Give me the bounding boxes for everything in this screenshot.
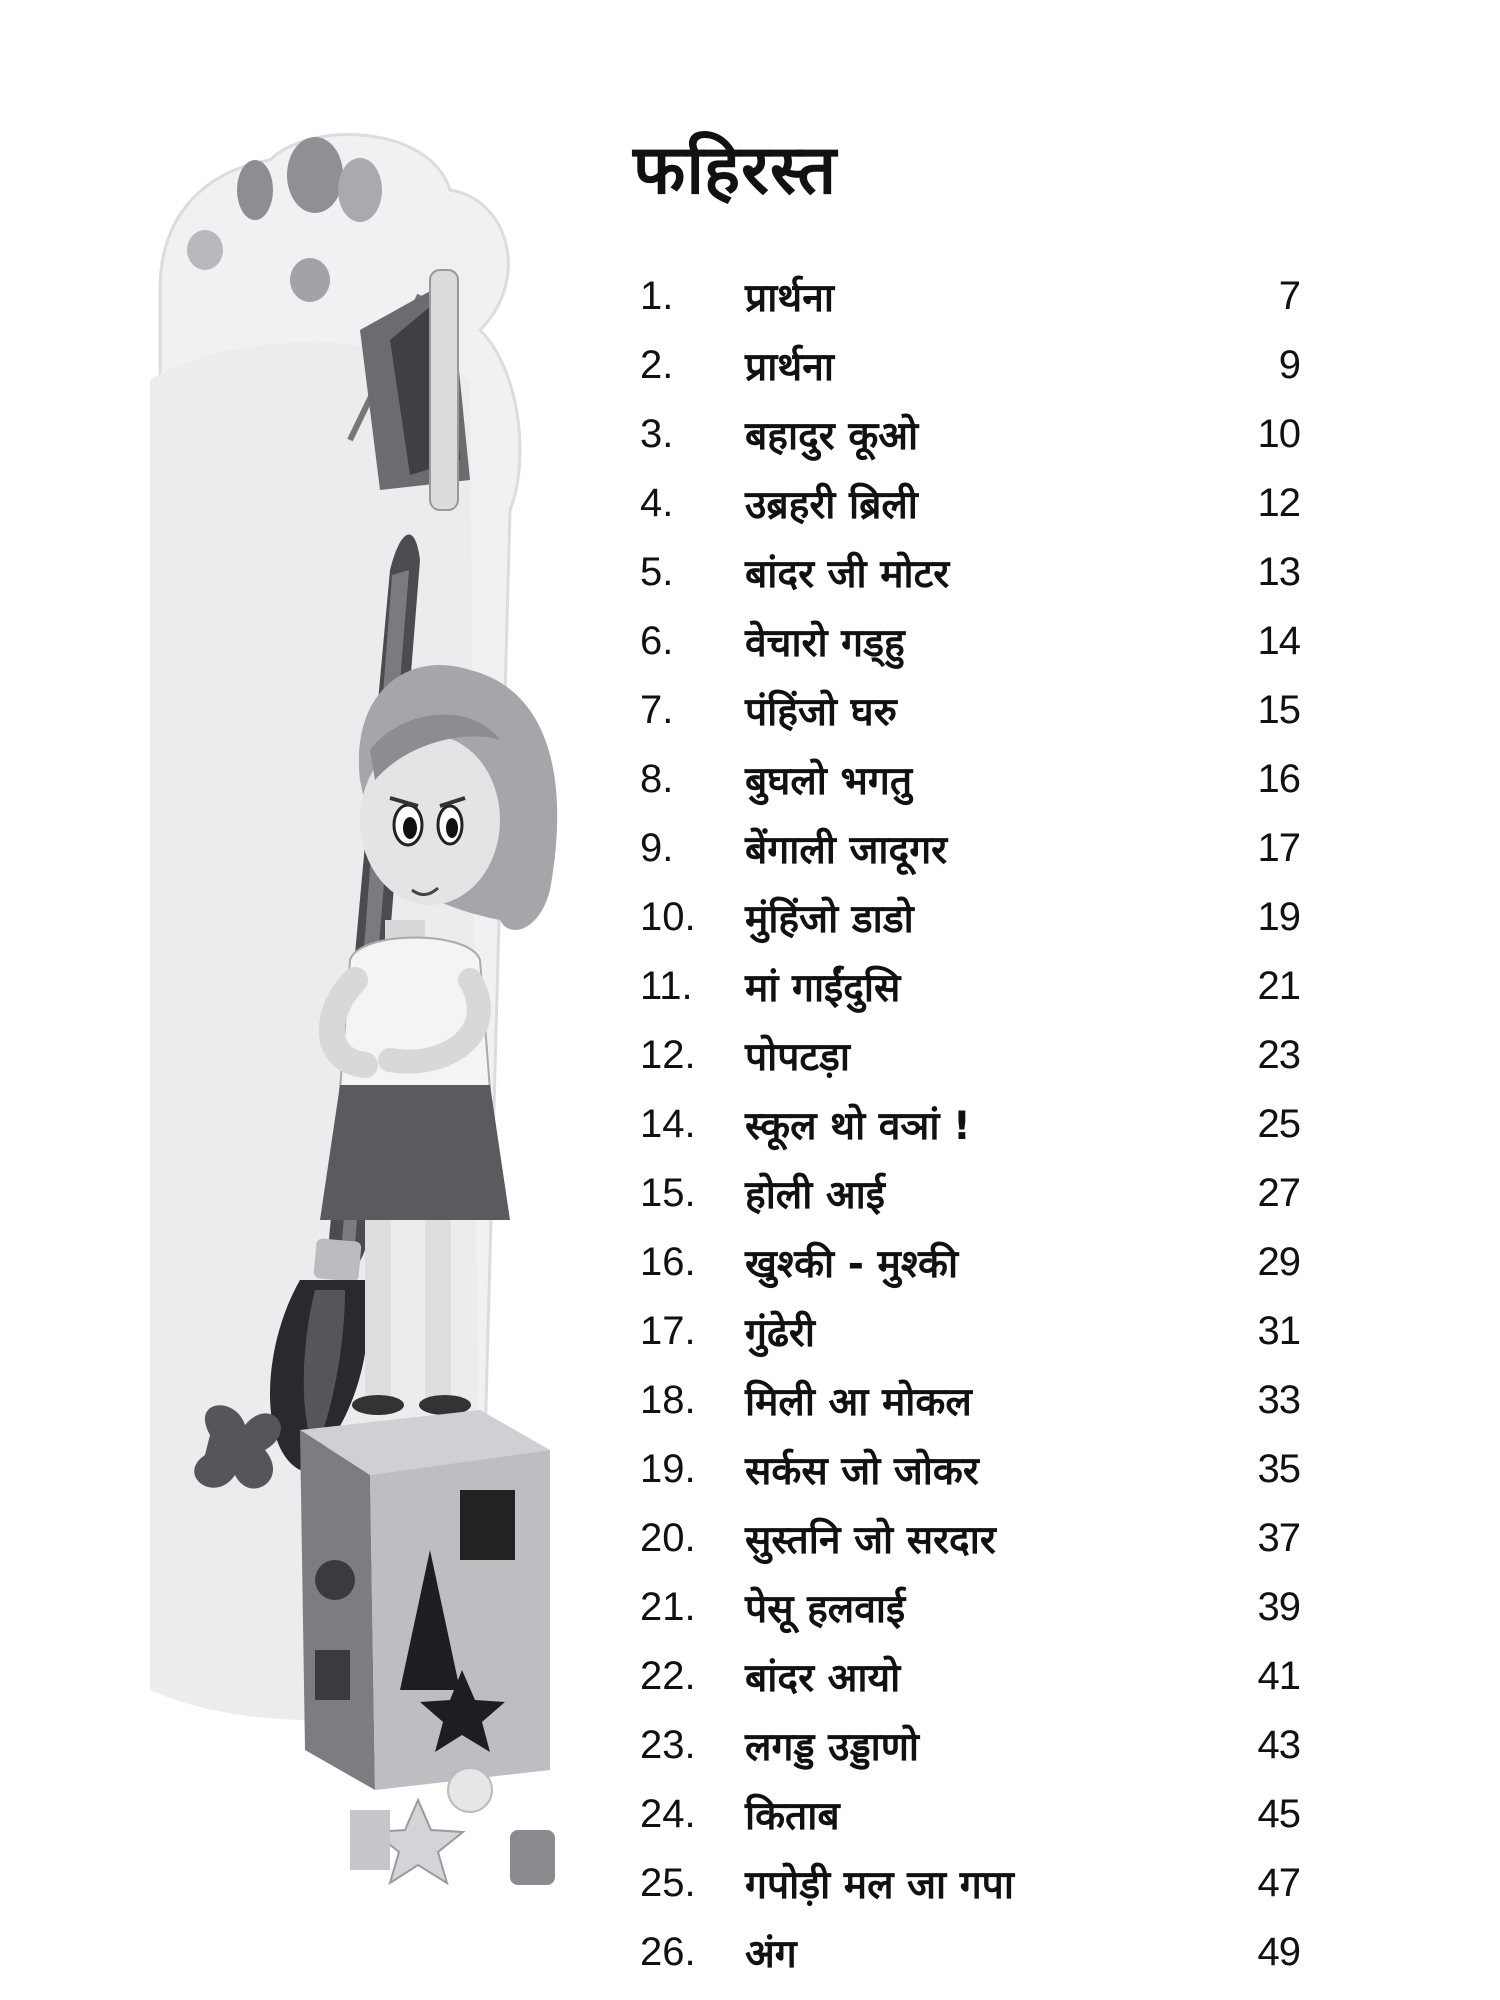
toc-entry[interactable] bbox=[640, 1366, 1300, 1435]
toc-entry-page: 33 bbox=[1257, 1378, 1300, 1422]
toc-entry[interactable] bbox=[640, 1711, 1300, 1780]
cloud-spot bbox=[187, 230, 223, 270]
toc-entry-title: पेसू हलवाई bbox=[745, 1587, 906, 1632]
toc-entry[interactable] bbox=[640, 331, 1300, 400]
toc-entry-page: 16 bbox=[1257, 757, 1300, 801]
toc-entry-number: 11. bbox=[640, 964, 693, 1008]
toc-entry-title: प्रार्थना bbox=[745, 276, 834, 321]
toc-entry[interactable] bbox=[640, 607, 1300, 676]
toc-entry-page: 45 bbox=[1257, 1792, 1300, 1836]
toc-entry-title: बांदर जी मोटर bbox=[745, 552, 950, 597]
toc-entry-page: 47 bbox=[1257, 1861, 1300, 1905]
toc-entry-page: 37 bbox=[1257, 1516, 1300, 1560]
toc-entry[interactable] bbox=[640, 400, 1300, 469]
toc-entry-title: वेचारो गड्हु bbox=[745, 621, 905, 666]
toc-entry-number: 15. bbox=[640, 1171, 696, 1215]
toc-entry-page: 10 bbox=[1257, 412, 1300, 456]
cloud-spot bbox=[237, 160, 273, 220]
cloud-spot bbox=[338, 158, 382, 222]
toc-entry-page: 43 bbox=[1257, 1723, 1300, 1767]
toc-entry-number: 8. bbox=[640, 757, 674, 801]
toc-entry-title: सर्कस जो जोकर bbox=[745, 1449, 979, 1494]
toc-entry[interactable] bbox=[640, 1435, 1300, 1504]
toc-entry-page: 25 bbox=[1257, 1102, 1300, 1146]
toc-entry-page: 7 bbox=[1278, 274, 1300, 318]
toc-entry[interactable] bbox=[640, 814, 1300, 883]
toc-entry-title: मां गाईंदुसि bbox=[745, 966, 901, 1011]
toc-list bbox=[640, 262, 1300, 1987]
toc-entry[interactable] bbox=[640, 262, 1300, 331]
toy-flower-shape bbox=[194, 1405, 281, 1488]
toc-entry-number: 6. bbox=[640, 619, 674, 663]
toc-entry[interactable] bbox=[640, 952, 1300, 1021]
toc-entry-number: 18. bbox=[640, 1378, 696, 1422]
toc-entry-title: अंग bbox=[745, 1932, 797, 1977]
toc-entry-number: 9. bbox=[640, 826, 674, 870]
toc-entry-page: 49 bbox=[1257, 1930, 1300, 1974]
toc-entry-title: होली आई bbox=[745, 1173, 885, 1218]
toc-entry-title: गुंढेरी bbox=[745, 1311, 815, 1356]
toc-entry-number: 16. bbox=[640, 1240, 696, 1284]
toc-entry[interactable] bbox=[640, 745, 1300, 814]
toc-entry-page: 39 bbox=[1257, 1585, 1300, 1629]
toc-entry[interactable] bbox=[640, 1849, 1300, 1918]
toc-entry-number: 5. bbox=[640, 550, 674, 594]
toc-entry-number: 14. bbox=[640, 1102, 696, 1146]
toc-entry[interactable] bbox=[640, 1642, 1300, 1711]
toc-entry-page: 27 bbox=[1257, 1171, 1300, 1215]
toc-entry-title: स्कूल थो वञां ! bbox=[745, 1104, 971, 1149]
toc-entry-page: 12 bbox=[1257, 481, 1300, 525]
toc-entry[interactable] bbox=[640, 1090, 1300, 1159]
toc-entry-title: खुश्की - मुश्की bbox=[745, 1242, 959, 1287]
toc-entry-title: उब्रहरी ब्रिली bbox=[745, 483, 918, 528]
cloud-spot bbox=[290, 258, 330, 302]
toc-entry-page: 23 bbox=[1257, 1033, 1300, 1077]
toc-entry-page: 19 bbox=[1257, 895, 1300, 939]
toc-entry-number: 23. bbox=[640, 1723, 696, 1767]
toc-entry-number: 12. bbox=[640, 1033, 696, 1077]
shape-sorter-block bbox=[300, 1410, 550, 1790]
toc-entry[interactable] bbox=[640, 1021, 1300, 1090]
toc-entry[interactable] bbox=[640, 1228, 1300, 1297]
toc-entry-number: 24. bbox=[640, 1792, 696, 1836]
toc-entry-title: मिली आ मोकल bbox=[745, 1380, 972, 1425]
toc-entry[interactable] bbox=[640, 1573, 1300, 1642]
toc-entry[interactable] bbox=[640, 1918, 1300, 1987]
toc-entry-page: 13 bbox=[1257, 550, 1300, 594]
toc-entry-page: 17 bbox=[1257, 826, 1300, 870]
toc-entry[interactable] bbox=[640, 469, 1300, 538]
toc-entry-title: प्रार्थना bbox=[745, 345, 834, 390]
toc-entry-number: 20. bbox=[640, 1516, 696, 1560]
cloud-spot bbox=[287, 137, 343, 213]
toc-entry-title: मुंहिंजो डाडो bbox=[745, 897, 914, 942]
toc-entry[interactable] bbox=[640, 676, 1300, 745]
toc-entry[interactable] bbox=[640, 1159, 1300, 1228]
toc-entry-number: 26. bbox=[640, 1930, 696, 1974]
toc-entry-number: 1. bbox=[640, 274, 674, 318]
toc-entry-title: गपोड़ी मल जा गपा bbox=[745, 1863, 1014, 1908]
toc-entry-page: 15 bbox=[1257, 688, 1300, 732]
toc-entry-page: 29 bbox=[1257, 1240, 1300, 1284]
toc-entry-number: 22. bbox=[640, 1654, 696, 1698]
toc-entry-number: 3. bbox=[640, 412, 674, 456]
toc-entry-number: 17. bbox=[640, 1309, 696, 1353]
toy-hexagon-shape bbox=[510, 1830, 555, 1885]
toc-entry-page: 31 bbox=[1257, 1309, 1300, 1353]
toc-entry-page: 41 bbox=[1257, 1654, 1300, 1698]
toc-entry[interactable] bbox=[640, 538, 1300, 607]
toc-entry-title: किताब bbox=[745, 1794, 840, 1839]
toc-entry-title: बेंगाली जादूगर bbox=[745, 828, 948, 873]
toc-entry-number: 21. bbox=[640, 1585, 696, 1629]
toc-entry-number: 2. bbox=[640, 343, 674, 387]
toc-entry[interactable] bbox=[640, 1780, 1300, 1849]
toc-entry-page: 35 bbox=[1257, 1447, 1300, 1491]
girl-painting-illustration bbox=[150, 130, 600, 1950]
girl-skirt bbox=[320, 1085, 510, 1220]
toc-entry-title: सुस्तनि जो सरदार bbox=[745, 1518, 996, 1563]
toc-title: फहिरस्त bbox=[633, 131, 838, 210]
toc-entry-title: बुघलो भगतु bbox=[745, 759, 913, 804]
toc-entry-page: 21 bbox=[1257, 964, 1300, 1008]
toc-entry-title: पोपटड़ा bbox=[745, 1035, 851, 1080]
toc-entry-number: 10. bbox=[640, 895, 696, 939]
toc-entry-title: पंहिंजो घरु bbox=[745, 690, 897, 735]
toc-entry-title: बहादुर कूओ bbox=[745, 414, 919, 459]
toc-entry-title: बांदर आयो bbox=[745, 1656, 901, 1701]
toc-entry[interactable] bbox=[640, 1297, 1300, 1366]
toc-entry-title: लगड्ड उड्डाणो bbox=[745, 1725, 920, 1770]
toc-entry[interactable] bbox=[640, 883, 1300, 952]
toc-entry-number: 7. bbox=[640, 688, 674, 732]
toc-entry-number: 19. bbox=[640, 1447, 696, 1491]
toc-entry[interactable] bbox=[640, 1504, 1300, 1573]
toc-entry-page: 14 bbox=[1257, 619, 1300, 663]
toc-entry-number: 4. bbox=[640, 481, 674, 525]
toc-entry-page: 9 bbox=[1278, 343, 1300, 387]
toc-entry-number: 25. bbox=[640, 1861, 696, 1905]
